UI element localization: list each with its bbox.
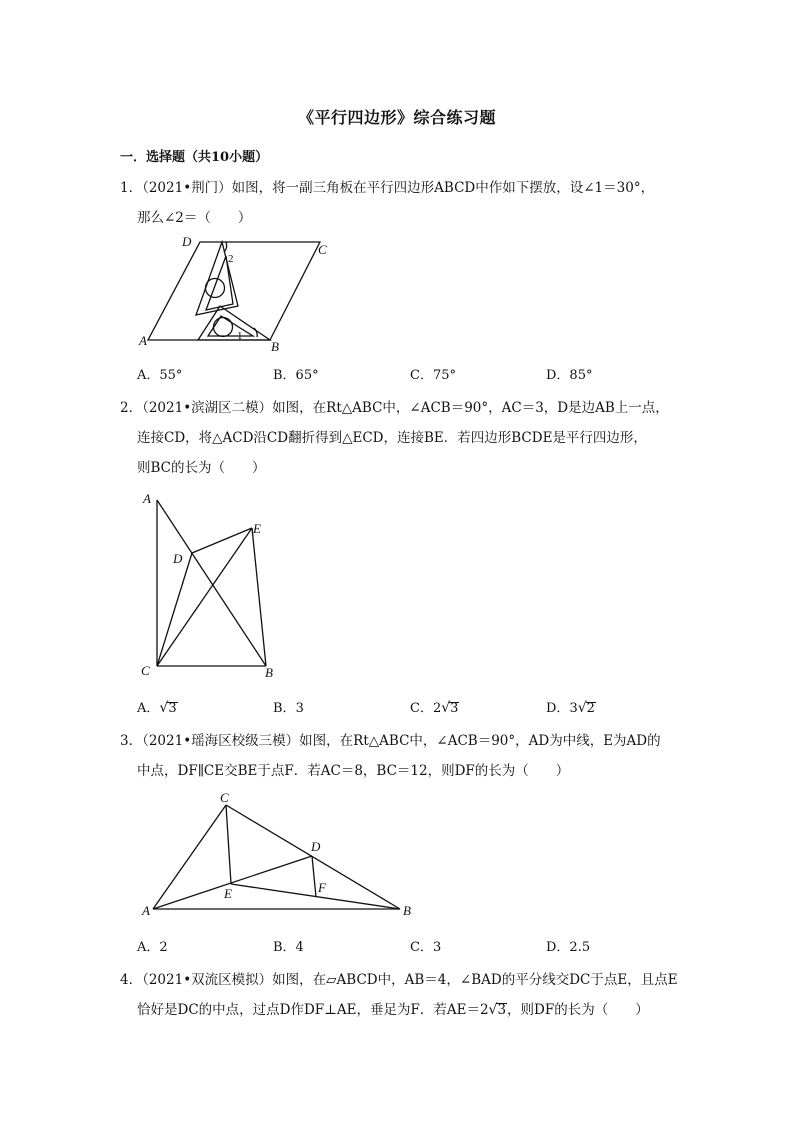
page-title: 《平行四边形》综合练习题 (297, 108, 496, 127)
angle-1-arc (254, 328, 257, 337)
question-1-number: 1． (120, 180, 143, 196)
question-2-option-d[interactable]: D．3√2 (546, 700, 595, 716)
label-A: A (142, 903, 150, 918)
question-3-option-b[interactable]: B．4 (273, 940, 304, 955)
label-D: D (311, 839, 321, 854)
radical-sign: √ (488, 1002, 498, 1018)
question-2-text-1: 如图，在Rt△ABC中，∠ACB＝90°，AC＝3，D是边AB上一点， (272, 400, 669, 416)
question-1-option-c[interactable]: C．75° (410, 368, 456, 383)
segment-ac (153, 805, 226, 909)
radical-sign: √ (159, 700, 169, 716)
segment-df (312, 856, 316, 897)
question-1-source: （2021•荆门） (142, 180, 232, 196)
label-C: C (318, 242, 327, 257)
question-2-option-a[interactable]: A．√3 (137, 700, 177, 716)
label-D: D (173, 551, 183, 566)
label-A: A (143, 491, 151, 506)
question-1-option-d[interactable]: D．85° (546, 368, 593, 383)
segment-ce (157, 528, 252, 666)
question-2-option-b[interactable]: B．3 (273, 701, 304, 716)
label-B: B (265, 665, 273, 680)
radical-sign: √ (577, 700, 587, 716)
label-E: E (224, 886, 232, 901)
label-A: A (139, 333, 147, 348)
question-3-line-2: 中点，DF∥CE交BE于点F．若AC＝8，BC＝12，则DF的长为（ ） (137, 763, 570, 779)
label-C: C (141, 663, 150, 678)
segment-ab (157, 500, 266, 666)
question-4-line-2: 恰好是DC的中点，过点D作DF⊥AE，垂足为F．若AE＝2√3，则DF的长为（ ） (137, 1002, 649, 1018)
question-1-option-a[interactable]: A．55° (137, 368, 183, 383)
segment-cb (226, 805, 400, 909)
question-3-source: （2021•瑶海区校级三模） (142, 733, 300, 749)
question-3-option-a[interactable]: A．2 (137, 940, 168, 955)
question-2-figure (135, 488, 295, 684)
question-4-line-1 (120, 968, 678, 988)
question-1-option-b[interactable]: B．65° (273, 368, 319, 383)
label-B: B (403, 903, 411, 918)
question-2-number: 2． (120, 400, 143, 416)
question-3-option-c[interactable]: C．3 (410, 940, 442, 955)
section-heading: 一．选择题（共10小题） (120, 150, 269, 165)
segment-ad (153, 856, 312, 909)
question-1-line-1 (120, 176, 654, 196)
question-2-source: （2021•滨湖区二模） (142, 400, 273, 416)
question-2-line-2: 连接CD，将△ACD沿CD翻折得到△ECD，连接BE．若四边形BCDE是平行四边形， (137, 430, 647, 446)
segment-ce (226, 805, 231, 884)
label-angle-2: 2 (228, 253, 234, 265)
label-C: C (220, 790, 229, 805)
question-3-number: 3． (120, 733, 143, 749)
label-angle-1: 1 (237, 330, 243, 342)
question-2-option-c[interactable]: C．2√3 (410, 700, 459, 716)
radical-sign: √ (441, 700, 451, 716)
question-1-line-2: 那么∠2＝（ ） (137, 210, 252, 226)
set-square-lower-hole (214, 318, 233, 337)
label-F: F (318, 880, 326, 895)
set-square-upper-hole (206, 279, 225, 298)
label-D: D (182, 234, 192, 249)
question-3-line-1 (120, 729, 661, 749)
label-B: B (271, 339, 279, 354)
question-3-figure (138, 788, 418, 923)
segment-eb (252, 528, 266, 666)
question-4-source: （2021•双流区模拟） (142, 972, 273, 988)
label-E: E (253, 521, 261, 536)
segment-cd (157, 553, 192, 666)
question-2-line-3: 则BC的长为（ ） (137, 460, 266, 476)
question-1-figure (130, 230, 350, 355)
question-4-number: 4． (120, 972, 143, 988)
question-1-text-1: 如图，将一副三角板在平行四边形ABCD中作如下摆放，设∠1＝30°， (231, 180, 655, 196)
question-3-text-1: 如图，在Rt△ABC中，∠ACB＝90°，AD为中线，E为AD的 (299, 733, 661, 749)
question-4-text-1: 如图，在▱ABCD中，AB＝4，∠BAD的平分线交DC于点E，且点E (272, 972, 678, 988)
question-3-option-d[interactable]: D．2.5 (546, 940, 591, 955)
question-2-line-1 (120, 396, 669, 416)
